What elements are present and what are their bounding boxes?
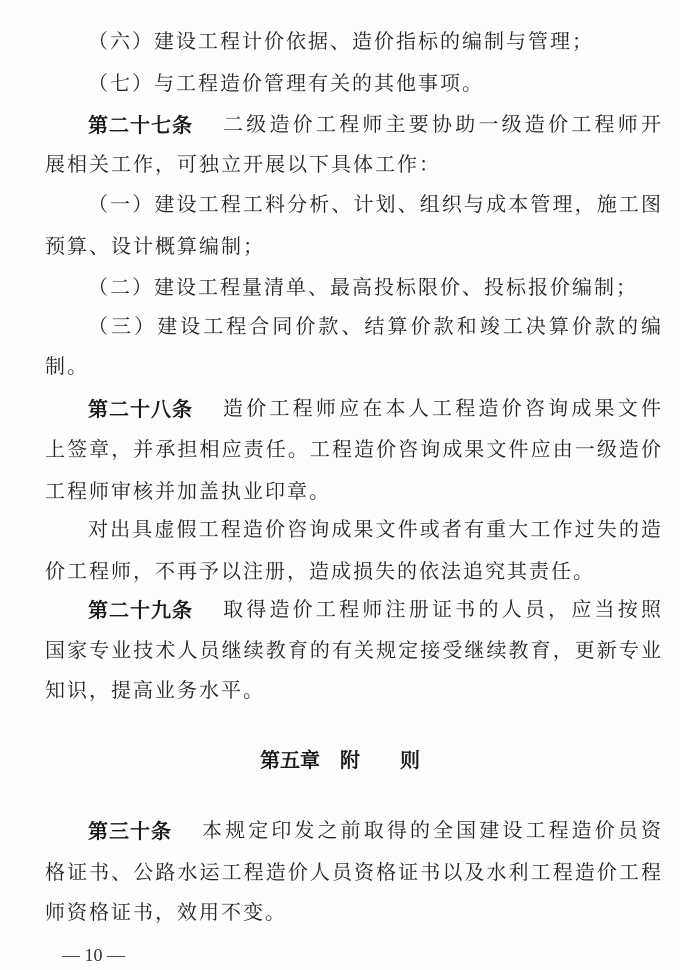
line-text: 造价工程师应在本人工程造价咨询成果文件 — [223, 398, 661, 420]
text-line — [45, 557, 661, 587]
text-line — [88, 69, 661, 99]
text-line — [45, 150, 661, 180]
text-line — [88, 515, 661, 545]
line-text: 取得造价工程师注册证书的人员，应当按照 — [223, 599, 661, 621]
text-line — [45, 676, 661, 706]
line-text: 师资格证书，效用不变。 — [45, 902, 287, 924]
line-text: （二）建设工程量清单、最高投标限价、投标报价编制； — [88, 277, 638, 299]
line-text: （七）与工程造价管理有关的其他事项。 — [88, 73, 484, 95]
text-line — [88, 273, 661, 303]
line-text: 知识，提高业务水平。 — [45, 680, 265, 702]
text-line — [45, 435, 661, 465]
line-text: 国家专业技术人员继续教育的有关规定接受继续教育，更新专业 — [45, 640, 661, 662]
text-line — [45, 352, 661, 382]
chapter-heading: 第五章 附 则 — [260, 748, 420, 772]
line-text: 工程师审核并加盖执业印章。 — [45, 481, 331, 503]
article-29 — [88, 595, 661, 625]
article-30 — [88, 816, 661, 846]
article-28 — [88, 394, 661, 424]
line-text: （三）建设工程合同价款、结算价款和竣工决算价款的编 — [88, 316, 661, 338]
line-text: 展相关工作，可独立开展以下具体工作： — [45, 154, 441, 176]
line-text: 对出具虚假工程造价咨询成果文件或者有重大工作过失的造 — [88, 519, 661, 541]
text-line — [45, 858, 661, 888]
text-line — [45, 477, 661, 507]
text-line — [88, 27, 661, 57]
text-line — [45, 636, 661, 666]
text-line — [45, 232, 661, 262]
article-27 — [88, 110, 661, 140]
text-line — [88, 312, 661, 342]
line-text: （一）建设工程工料分析、计划、组织与成本管理，施工图 — [88, 194, 661, 216]
line-text: 预算、设计概算编制； — [45, 236, 265, 258]
line-text: 本规定印发之前取得的全国建设工程造价员资 — [202, 820, 661, 842]
line-text: 二级造价工程师主要协助一级造价工程师开 — [223, 114, 661, 136]
article-number: 第二十九条 — [88, 598, 193, 622]
article-number: 第三十条 — [88, 819, 172, 843]
text-line — [88, 190, 661, 220]
line-text: 格证书、公路水运工程造价人员资格证书以及水利工程造价工程 — [45, 862, 661, 884]
line-text: 上签章，并承担相应责任。工程造价咨询成果文件应由一级造价 — [45, 439, 661, 461]
page-number: — 10 — — [62, 945, 125, 965]
line-text: （六）建设工程计价依据、造价指标的编制与管理； — [88, 31, 594, 53]
article-number: 第二十八条 — [88, 397, 193, 421]
line-text: 制。 — [45, 356, 89, 378]
text-line — [45, 898, 661, 928]
article-number: 第二十七条 — [88, 113, 193, 137]
line-text: 价工程师，不再予以注册，造成损失的依法追究其责任。 — [45, 561, 595, 583]
